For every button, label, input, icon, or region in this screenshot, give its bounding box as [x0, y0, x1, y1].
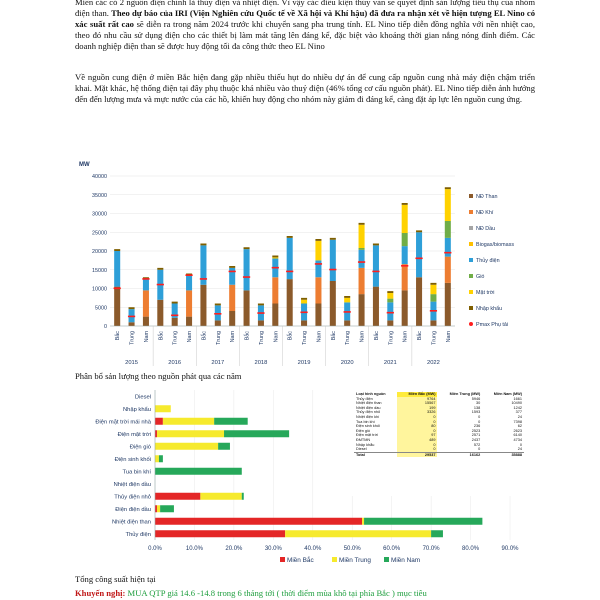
bar-segment	[143, 279, 149, 290]
bar-segment	[315, 241, 321, 261]
table-cell: 1242	[513, 405, 522, 410]
pmax-marker	[157, 284, 164, 286]
x-region-label: Trung	[302, 331, 309, 345]
bar-segment	[387, 293, 393, 299]
bar-segment	[445, 221, 451, 238]
pmax-marker	[344, 311, 351, 313]
table-cell: 2571	[471, 433, 481, 438]
bar-segment	[364, 518, 482, 525]
bar-segment	[344, 320, 350, 326]
bar-segment	[445, 257, 451, 283]
bar-segment	[359, 248, 365, 250]
legend-label: Miền Nam	[391, 557, 421, 564]
bar-segment	[445, 283, 451, 326]
table-cell: 1661	[513, 396, 522, 401]
bar-segment	[387, 291, 393, 293]
table-cell: 0	[478, 414, 481, 419]
pmax-marker	[243, 276, 250, 278]
bar-segment	[402, 290, 408, 326]
category-label: Điện điện dầu	[115, 506, 151, 513]
legend-swatch	[469, 274, 473, 278]
x-region-label: Trung	[431, 331, 438, 345]
table-cell: 0	[397, 415, 437, 420]
bar-segment	[387, 299, 393, 303]
x-region-label: Trung	[172, 331, 179, 345]
x-region-label: Nam	[187, 331, 194, 343]
bar-segment	[402, 264, 408, 290]
bar-segment	[157, 268, 163, 270]
table-cell: 1593	[471, 410, 481, 415]
table-cell: Diesel	[356, 447, 367, 452]
pmax-marker	[272, 267, 279, 269]
x-year-label: 2017	[211, 360, 225, 366]
pmax-marker	[142, 278, 149, 280]
pmax-marker	[372, 271, 379, 273]
legend-label: NĐ Than	[476, 194, 498, 200]
category-label: Điện gió	[129, 444, 151, 451]
bar-segment	[287, 238, 293, 279]
bar-segment	[258, 304, 264, 306]
bar-segment	[114, 251, 120, 287]
bar-segment	[272, 256, 278, 258]
pmax-marker	[430, 310, 437, 312]
table-cell: 15567	[397, 401, 437, 406]
table-cell: Điện gió	[356, 428, 370, 433]
legend-label: Miền Bắc	[287, 557, 314, 564]
category-label: Điện sinh khối	[114, 456, 151, 463]
bar-segment	[242, 493, 244, 500]
bar-segment	[163, 418, 214, 425]
table-cell: 2437	[471, 437, 481, 442]
supply-paragraph: Về nguồn cung điện ở miền Bắc hiện đang gặp nhiều thiếu hụt do nhiều dự án để cung cấp nguồn cung nhà máy điện chậm triển khai. Mặt khác, hệ thống điện tại đây phụ thuộc khá nhiều vào thuỷ điện (46% tổng cơ cấu nguồn phát). EL Nino tiếp diễn ảnh hưởng đến đến lượng mưa và mực nước của các hồ, khiến huy động cho nhóm này giảm đi đáng kể, càng đặt áp lực lên nguồn cung ứng.	[75, 72, 535, 104]
x-region-label: Bắc	[287, 331, 294, 341]
bar-segment	[330, 238, 336, 240]
bar-segment	[155, 455, 159, 462]
x-region-label: Nam	[143, 331, 150, 343]
category-label: Nhiệt điện than	[112, 519, 151, 526]
legend-swatch	[469, 290, 473, 294]
bar-segment	[430, 283, 436, 285]
bar-segment	[172, 302, 178, 304]
bar-segment	[359, 294, 365, 326]
table-cell: 7398	[513, 419, 522, 424]
bar-segment	[430, 294, 436, 302]
pmax-marker	[387, 312, 394, 314]
table-cell: 6140	[513, 433, 522, 438]
bar-segment	[214, 418, 248, 425]
legend-label: Nhập khẩu	[476, 306, 503, 312]
table-cell: 35888	[482, 452, 524, 457]
bar-segment	[315, 239, 321, 241]
x-region-label: Bắc	[115, 331, 122, 341]
table-cell: 572	[473, 442, 481, 447]
bar-segment	[229, 311, 235, 326]
table-cell: 0	[397, 443, 437, 448]
bar-segment	[445, 187, 451, 189]
bar-segment	[229, 268, 235, 285]
bar-segment	[129, 307, 135, 309]
y-tick-label: 0	[104, 324, 107, 330]
table-body	[354, 397, 524, 458]
chart-caption: Phân bổ sản lượng theo nguồn phát qua các năm	[75, 371, 242, 381]
forecast-highlight: Theo dự báo của IRI (Viện Nghiên cứu Quốc tế về Xã hội và Khí hậu) đã đưa ra nhận xét về hiện tượng EL Nino có xác suất rất cao	[75, 8, 536, 29]
category-label: Nhập khẩu	[122, 406, 151, 413]
legend-label: NĐ Dầu	[476, 226, 496, 232]
x-tick-label: 80.0%	[462, 546, 480, 552]
capacity-table-box	[350, 388, 528, 496]
legend-label: Biogas/biomass	[476, 242, 515, 248]
category-label: Điện mặt trời	[117, 431, 151, 438]
table-cell: 62	[517, 424, 522, 429]
bar-segment	[157, 430, 224, 437]
pmax-marker	[415, 258, 422, 260]
bar-segment	[155, 493, 200, 500]
legend-swatch	[469, 210, 473, 214]
table-cell: 236	[473, 424, 481, 429]
bar-segment	[143, 290, 149, 316]
bar-segment	[224, 430, 289, 437]
legend-swatch	[469, 242, 473, 246]
x-year-label: 2016	[168, 360, 182, 366]
legend-label: Mặt trời	[476, 290, 495, 296]
x-region-label: Bắc	[201, 331, 208, 341]
bar-segment	[416, 232, 422, 277]
table-header-cell: Miền Nam (MW)	[493, 392, 522, 396]
x-year-label: 2015	[125, 360, 139, 366]
bar-segment	[287, 236, 293, 238]
bar-segment	[431, 530, 443, 537]
bar-segment	[160, 505, 174, 512]
bar-segment	[215, 320, 221, 326]
category-label: Diesel	[134, 394, 151, 401]
bar-segment	[200, 285, 206, 326]
legend-label: Pmax Phụ tải	[476, 322, 509, 328]
bar-segment	[330, 240, 336, 281]
bar-segment	[416, 230, 422, 232]
table-cell: 29537	[397, 452, 437, 457]
table-cell: 199	[397, 406, 437, 411]
x-region-label: Nam	[445, 331, 452, 343]
x-region-label: Bắc	[244, 331, 251, 341]
bar-segment	[402, 205, 408, 233]
capacity-caption: Tổng công suất hiện tại	[75, 574, 156, 584]
bar-segment	[445, 238, 451, 257]
x-tick-label: 50.0%	[343, 546, 361, 552]
bar-segment	[362, 518, 364, 525]
x-tick-label: 10.0%	[185, 546, 203, 552]
y-tick-label: 40000	[92, 174, 107, 180]
pmax-marker	[329, 269, 336, 271]
table-cell: 5946	[471, 396, 481, 401]
bar-segment	[359, 225, 365, 248]
table-cell: 80	[397, 424, 437, 429]
table-cell: 0	[478, 419, 481, 424]
x-region-label: Bắc	[158, 331, 165, 341]
bar-segment	[143, 317, 149, 326]
recommendation-text: MUA QTP giá 14.6 -14.8 trong 6 tháng tới ( thời điểm mùa khô tại phía Bắc ) mục tiêu	[127, 588, 427, 598]
pmax-marker	[444, 252, 451, 254]
x-year-label: 2019	[297, 360, 311, 366]
y-axis-unit-label: MW	[79, 162, 90, 168]
x-tick-label: 20.0%	[225, 546, 243, 552]
x-tick-label: 60.0%	[383, 546, 401, 552]
legend-swatch	[332, 557, 337, 562]
table-header-cell: Miền Trung (MW)	[449, 392, 481, 396]
bar-segment	[287, 279, 293, 326]
y-tick-label: 10000	[92, 286, 107, 293]
x-year-label: 2018	[254, 360, 268, 366]
legend-swatch	[384, 557, 389, 562]
bar-segment	[344, 296, 350, 298]
x-region-label: Bắc	[417, 331, 424, 341]
bar-segment	[359, 250, 365, 268]
table-cell: 0	[397, 429, 437, 434]
x-tick-label: 70.0%	[422, 546, 440, 552]
legend-swatch	[280, 557, 285, 562]
category-label: Thủy điện nhỏ	[114, 494, 151, 501]
bar-segment	[218, 443, 230, 450]
x-tick-label: 0.0%	[148, 546, 162, 552]
table-cell: 2523	[471, 428, 481, 433]
category-label: Điện mặt trời mái nhà	[95, 419, 151, 426]
bar-segment	[215, 305, 221, 320]
x-region-label: Nam	[316, 331, 323, 343]
bar-segment	[272, 257, 278, 258]
y-tick-label: 35000	[92, 192, 107, 199]
bar-segment	[301, 298, 307, 300]
x-tick-label: 40.0%	[304, 546, 322, 552]
category-label: Nhiệt điện dầu	[113, 481, 151, 488]
y-tick-label: 5000	[95, 305, 107, 312]
capacity-by-year-chart	[75, 160, 525, 368]
table-cell: 0	[397, 447, 437, 452]
table-cell: 489	[397, 438, 437, 443]
legend-swatch	[469, 226, 473, 230]
bar-segment	[244, 247, 250, 249]
bar-segment	[172, 318, 178, 326]
table-cell: Điện mặt trời	[356, 433, 378, 438]
intro-text-a: Miền các có 2 nguồn điện chính là thủy điện và nhiệt điện. Vì vậy các điều kiện thủy văn sẽ quyết định sản lượng tiêu thụ của nhóm điện than.	[75, 0, 535, 18]
x-region-label: Trung	[258, 331, 265, 345]
x-year-label: 2022	[426, 360, 440, 366]
bar-segment	[359, 268, 365, 294]
bar-segment	[155, 443, 218, 450]
bar-segment	[114, 287, 120, 326]
y-tick-label: 25000	[92, 230, 107, 237]
pmax-marker	[286, 271, 293, 273]
table-cell: Điện sinh khối	[356, 424, 380, 429]
x-tick-label: 90.0%	[501, 546, 519, 552]
bar-segment	[315, 260, 321, 277]
table-cell: 3326	[397, 410, 437, 415]
bar-segment	[186, 275, 192, 290]
bar-segment	[402, 246, 408, 264]
y-tick-label: 15000	[92, 267, 107, 274]
table-cell: ĐMTMN	[356, 437, 371, 442]
table-cell: 4734	[513, 437, 522, 442]
pmax-marker	[358, 261, 365, 263]
table-cell: 0	[478, 447, 481, 452]
intro-paragraph	[75, 0, 535, 52]
bar-segment	[186, 317, 192, 326]
bar-segment	[200, 493, 241, 500]
bar-segment	[430, 320, 436, 326]
category-label: Tua bin khí	[122, 469, 151, 476]
legend-label: NĐ Khí	[476, 210, 494, 216]
recommendation	[75, 588, 545, 598]
bar-segment	[244, 290, 250, 326]
legend-label: Gió	[476, 274, 485, 280]
bar-segment	[129, 322, 135, 326]
pmax-marker	[185, 274, 192, 276]
bar-segment	[155, 518, 362, 525]
bar-segment	[159, 455, 163, 462]
capacity-table	[354, 392, 524, 457]
legend-label: Thủy điện	[476, 258, 500, 264]
legend-swatch	[469, 258, 473, 262]
table-cell: 0	[397, 420, 437, 425]
bar-segment	[359, 223, 365, 225]
bar-segment	[330, 281, 336, 326]
bar-segment	[229, 266, 235, 268]
bar-segment	[114, 249, 120, 251]
x-region-label: Trung	[215, 331, 222, 345]
bar-segment	[244, 249, 250, 290]
bar-segment	[301, 300, 307, 304]
bar-segment	[157, 300, 163, 326]
x-region-label: Bắc	[330, 331, 337, 341]
y-tick-label: 30000	[92, 211, 107, 218]
x-region-label: Nam	[359, 331, 366, 343]
pmax-marker	[114, 288, 121, 290]
bar-segment	[200, 244, 206, 246]
table-cell: 16162	[437, 452, 482, 457]
x-tick-label: 30.0%	[264, 546, 282, 552]
x-year-label: 2020	[340, 360, 354, 366]
bar-segment	[186, 290, 192, 316]
bar-segment	[387, 302, 393, 320]
legend-swatch	[469, 322, 473, 326]
table-cell: 9764	[397, 397, 437, 402]
table-cell: 0	[519, 442, 522, 447]
table-cell: Thủy điện	[356, 396, 373, 401]
pmax-marker	[214, 313, 221, 315]
bar-segment	[373, 287, 379, 326]
table-cell: Total	[354, 452, 397, 457]
bar-segment	[229, 285, 235, 311]
table-cell: Nhiệt điện khí	[356, 414, 380, 419]
bar-segment	[430, 285, 436, 294]
pmax-marker	[128, 316, 135, 318]
x-region-label: Nam	[402, 331, 409, 343]
bar-segment	[416, 277, 422, 326]
pmax-marker	[229, 271, 236, 273]
x-region-label: Bắc	[373, 331, 380, 341]
table-cell: Nhập khẩu	[356, 442, 375, 447]
table-cell: 10490	[511, 401, 522, 406]
bar-segment	[155, 468, 242, 475]
bar-segment	[285, 530, 431, 537]
pmax-marker	[401, 265, 408, 267]
table-cell: 30	[476, 401, 481, 406]
pmax-marker	[171, 315, 178, 317]
bar-segment	[402, 203, 408, 205]
table-cell: Tua bin khí	[356, 419, 375, 424]
table-header-cell: Miền Bắc (MW)	[397, 392, 437, 397]
bar-segment	[344, 298, 350, 303]
x-region-label: Trung	[388, 331, 395, 345]
x-region-label: Nam	[230, 331, 237, 343]
table-cell: 24	[517, 447, 522, 452]
bar-segment	[155, 418, 163, 425]
table-cell: 138	[473, 405, 481, 410]
table-cell: Nhiệt điện dầu	[356, 405, 381, 410]
table-cell: 24	[517, 414, 522, 419]
bar-segment	[402, 233, 408, 246]
bar-segment	[373, 244, 379, 246]
pmax-marker	[200, 278, 207, 280]
table-cell: 97	[397, 433, 437, 438]
bar-segment	[157, 505, 160, 512]
bar-segment	[387, 320, 393, 326]
x-region-label: Trung	[345, 331, 352, 345]
bar-segment	[258, 320, 264, 326]
table-cell: 377	[515, 410, 522, 415]
pmax-marker	[257, 312, 264, 314]
table-cell: Thủy điện nhỏ	[356, 410, 381, 415]
category-label: Thủy điện	[125, 531, 151, 538]
table-row	[354, 452, 524, 457]
legend-swatch	[469, 194, 473, 198]
x-region-label: Trung	[129, 331, 136, 345]
y-tick-label: 20000	[92, 249, 107, 255]
bar-segment	[215, 304, 221, 306]
intro-text-c: sẽ diễn ra trong năm 2024 trước khi chuyển sang pha trung tính. EL Nino tiếp diễn đồng nghĩa với nền nhiệt cao, theo đó nhu cầu sử dụng điện cho các thiết bị làm mát tăng lên đáng kể, đặc biệt vào khoảng thời gian nắng nóng đỉnh điểm. Các doanh nghiệp điện than sẽ được huy động tối đa công thức theo EL Nino	[75, 19, 535, 51]
bar-segment	[315, 277, 321, 303]
bar-segment	[272, 277, 278, 303]
table-cell: 2623	[513, 428, 522, 433]
recommendation-label: Khuyến nghị:	[75, 588, 126, 598]
bar-segment	[445, 189, 451, 221]
x-year-label: 2021	[383, 360, 397, 366]
x-region-label: Nam	[273, 331, 280, 343]
table-cell: Nhiệt điện than	[356, 401, 382, 406]
bar-segment	[155, 530, 285, 537]
pmax-marker	[315, 263, 322, 265]
legend-label: Miền Trung	[339, 557, 371, 564]
bar-segment	[373, 245, 379, 286]
bar-segment	[301, 320, 307, 326]
legend-swatch	[469, 306, 473, 310]
bar-segment	[315, 304, 321, 327]
bar-segment	[272, 304, 278, 327]
pmax-marker	[300, 312, 307, 314]
bar-segment	[155, 405, 171, 412]
table-header-cell: Loại hình nguồn	[356, 392, 386, 396]
